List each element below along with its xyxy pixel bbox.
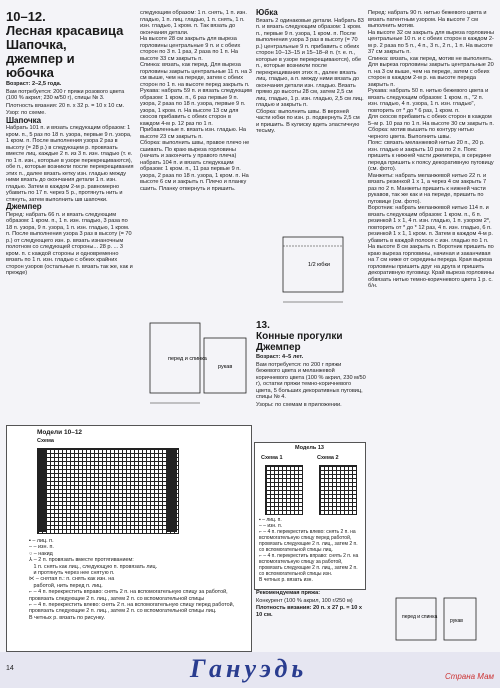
schema-box-1012	[6, 425, 252, 652]
yarn-label: Рекомендуемая пряжа:	[256, 590, 321, 596]
skirt-diagram	[268, 232, 358, 312]
page-number: 14	[6, 665, 14, 672]
column-2-text: следующим образом: 1 п. снять, 1 п. изн. гладью, 1 п. лиц. гладью, 1 п. снять, 1 п. изн. гладью, 1 кром. п. Так вязать до окончания детали. На высоте 28 см закрыть для выреза горловины центральные 9 п. и с обеих сторон по 3 п. 1 раз, 2 раза по 1 п. На высоте 33 см закрыть п. Спинка: вязать, как перед. Для выреза горловины закрыть центральные 11 п. на 3 см выше, чем на переде, затем с обеих сторон по 1 п. на высоте перед закрыть п. Рукава: набрать 59 п. и вязать следующим образом: 1 кром. п., 6 раз первые 9 п. узора, 2 раза по 18 п. узора, первые 9 п. узора, 1 кром. п. На высоте 13 см для скосов прибавить с обеих сторон в каждом 4-м р. 12 раз по 1 п. Прибавленные п. вязать изн. гладью. На высоте 23 см закрыть п. Сборка: выполнить швы, правое плечо не сшивать. По краю выреза горловины (начать и закончить у правого плеча) набрать 104 п. и вязать следующим образом: 1 кром. п., 11 раз первые 9 п. узора, 2 раза по 18 п. узора, 1 кром. п. На высоте 6 см и закрыть п. Плечо и планку сшить. Планку отвернуть и пришить.	[140, 10, 252, 192]
legend-13: ▪ – лиц. п. – – изн. п. ⌐ – 4 п. перекрестить влево: снять 2 п. на вспомогательную спицу перед работой, провязать следующие 2 п. лиц., затем 2 п. со вспомогательной спицы лиц. ⌐ – 4 п. перекрестить вправо: снять 2 п. на вспомогательную спицу за работой, провязать следующие 2 п. лиц., затем 2 п. со вспомогательной спицы изн. В четных р. вязать изн.	[259, 517, 360, 583]
knitting-chart-2	[319, 465, 357, 515]
model13-block	[256, 320, 366, 430]
chart-shade-1	[37, 448, 47, 532]
model13-title: 13. Конные прогулки Джемпер	[256, 320, 343, 353]
skirt-label: 1/2 юбки	[308, 262, 330, 268]
jumper-diagram-1012	[138, 308, 254, 408]
model13-materials: Вам потребуется: по 200 г пряжи бежевого цвета и меланжевой коричневого цвета (100 % акрил, 230 м/50 г), остатки пряжи темно-коричневого цвета, 5 больших декоративных пуговиц, спицы № 4.	[256, 361, 368, 400]
hat-heading: Шапочка	[6, 115, 42, 125]
model13-age: Возраст: 4–5 лет.	[256, 354, 304, 360]
skirt-heading: Юбка	[256, 8, 278, 17]
jumper-diagram-13	[366, 588, 496, 650]
density-text: Плотность вязания: 20 п. х 32 р. = 10 х 10 см.	[6, 102, 125, 109]
legend-1012: ▪ – лиц. п. – – изн. п. ○ – накид ⅄ – 2 п. провязать вместе протягиванием: 1 п. снять как лиц., следующую п. провязать лиц. и протянуть через нее снятую п. ⋉ – снятая п.: п. снять как изн. на работой, нить перед п. лиц. ⌐ – 4 п. перекрестить вправо: снять 2 п. на вспомогательную спицу за работой, провязать следующие 2 п. лиц., затем 2 п. со вспомогательной спицы ⌐ – 4 п. перекрестить влево: снять 2 п. на вспомогательную спицу перед работой, провязать следующие 2 п. лиц., затем 2 п. со вспомогательной спицы лиц. В четных р. вязать по рисунку.	[29, 538, 236, 621]
pattern-text: Узор: по схеме.	[6, 110, 46, 116]
jumper-heading: Джемпер	[6, 202, 42, 211]
front-back-label: перед и спинка	[168, 356, 207, 362]
model13-patterns: Узоры: по схемам в приложении.	[256, 401, 342, 408]
column-1	[6, 10, 134, 425]
knitting-chart-1012	[37, 448, 179, 534]
sleeve-label-13: рукав	[450, 618, 463, 624]
schema2-label: Схема 2	[317, 455, 339, 461]
schema-box-13	[254, 442, 366, 590]
schema1-label: Схема 1	[261, 455, 283, 461]
site-watermark: Страна Мам	[444, 672, 494, 681]
model13-label: Модель 13	[295, 445, 324, 451]
sleeve-label: рукав	[218, 364, 233, 370]
yarn-text: Конкурент (100 % акрил, 100 г/250 м)	[256, 597, 353, 604]
column-4-text: Перед: набрать 90 п. нитью бежевого цвета и вязать патентным узором. На высоте 7 см выполнить мотив. На высоте 32 см закрыть для выреза горловины центральные 10 п. и с обеих сторон в каждом 2-м р. 2 раза по 5 п., 4 п., 3 п., 2 п., 1 п. На высоте 37 см закрыть п. Спинка: вязать, как перед, мотив не выполнять. Для выреза горловины закрыть центральные 20 п. на 3 см выше, чем на переде, затем с обеих сторон в каждом 2-м р. на высоте переда закрыть п. Рукава: набрать 50 п. нитью бежевого цвета и вязать следующим образом: 1 кром. п., "2 п. изн. гладью, 4 п. узора, 1 п. изн. гладью", повторить от * до * 6 раз, 1 кром. п. Для скосов прибавить с обеих сторон в каждом 5–м р. 10 раз по 1 п. На высоте 30 см закрыть п. Сборка: мотив вышить по контуру нитью черного цвета. Выполнить швы. Пояс: связать меланжевой нитью 20 п., 20 р. изн. гладью и закрыть 10 раз по 2 п. Пояс пришить к нижней части джемпера, в середине переда пришить к поясу декоративную пуговицу (см. фото). Манжеты: набрать меланжевой нитью 22 п. и вязать резинкой 1 х 1, а через 4 см закрыть 7 раз по 2 п. Манжеты пришить к нижней части рукавов, так же как и на переде, пришить по пуговице (см. фото). Воротник: набрать меланжевой нитью 114 п. и вязать следующим образом: 1 кром. п., 6 п. резинкой 1 х 1, 4 п. изн. гладью, 1 п. узором 2*, повторить от * до * 12 раз, 4 п. изн. гладью, 6 п. резинкой 1 х 1, 1 кром. п. Затем в каждом 4-м р. убавить в каждой полосе с изн. гладью по 1 п. На высоте 8 см закрыть п. Воротник пришить по краю выреза горловины, начиная и заканчивая на 7 см ниже от середины переда. Края выреза горловины пришить друг на друга и пришить декоративную пуговицу. Край выреза горловины обвязать нитью темно-коричневого цвета 1 р. с. б/н.	[368, 10, 494, 289]
jumper-text: Перед: набрать 66 п. и вязать следующим образом: 1 кром. п., 1 п. изн. гладью, 3 раза по 18 п. узора, 9 п. узора, 1 п. изн. гладью, 1 кром. п. После выполнения узора 3 раз в высоту (= 70 р.) от следующего изн. р. вязать изнаночным полотном со следующей стороны... 28 р. ... 3 кром. п. с каждой стороны и одновременно вязать по 1 п. изн. гладью с обеих крайних сторон узоров (остальные п. вязать так же, как и прежде)	[6, 211, 135, 276]
column-2	[140, 10, 252, 310]
chart-shade-2	[167, 448, 177, 532]
age-text: Возраст: 2–2,5 года.	[6, 81, 62, 87]
model13-density: Плотность вязания: 20 п. х 27 р. = 10 х 10 см.	[256, 605, 364, 618]
skirt-text: Вязать 2 одинаковые детали. Набрать 83 п. и вязать следующим образом: 1 кром. п., первые 9 п. узора, 1 кром. п. После выполнения узора 3 раз в высоту (= 70 р.) центральные 9 п. прибавить с обеих сторон 10–13–15 и 15–18–й п. (т. е. п., которые в узоре перекрещиваются), обе п., которые возникли после перекрещивания этих п., далее вязать лиц. гладью, а п. между ними вязать до окончания детали изн. гладью. Вязать прямо до высоты 28 см, затем 2,5 см лиц. гладью, 1 р. изн. гладью, 2,5 см лиц. гладью и закрыть п. Сборка: выполнить швы. В верхней части юбки по изн. р. подвернуть 2,5 см и пришить. В кулиску вдеть эластичную тесьму.	[256, 17, 364, 134]
hat-text: Набрать 101 п. и вязать следующим образом: 1 кром. п., 5 раз по 18 п. узора, первые 9 п. узора, 1 кром. п. После выполнения узора 2 раз в высоту (= 28 р.) в следующем р. провязать вместе лиц. каждые 2 п. из 3 п. изн. гладью (т. е. по 1 п. изн., которые в узоре перекрещиваются), обе п., которые возникли после перекрещивания этих п., далее вязать кетку изн. гладью между ними вязать до окончания детали 1 п. изн. гладью. Затем в каждом 2-м р. равномерно убавить по 17 п. через 5 р., протянуть нить и стянуть, затем выполнить шв шапочки.	[6, 125, 136, 203]
brand-watermark: Гануэдь	[190, 654, 308, 683]
front-back-label-13: перед и спинка	[402, 614, 438, 620]
column-3	[256, 10, 364, 230]
model-title: 10–12. Лесная красавица Шапочка, джемпер и юбочка	[6, 9, 124, 80]
schema-label: Схема	[37, 438, 54, 444]
yarn-info	[256, 590, 364, 650]
knitting-chart-1	[265, 465, 303, 515]
column-4	[368, 10, 494, 585]
materials-text: Вам потребуется: 200 г пряжи розового цвета (100 % акрил; 230 м/50 г), спицы № 3.	[6, 88, 126, 101]
models-1012-label: Модели 10–12	[37, 429, 83, 436]
